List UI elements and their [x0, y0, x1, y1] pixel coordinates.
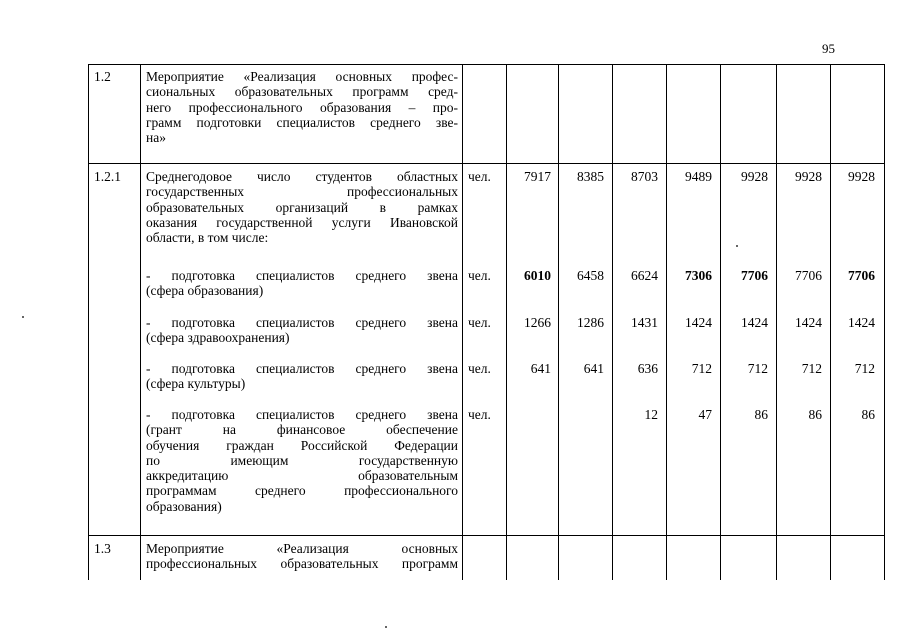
description-line: сиональных образовательных программ сред-	[146, 84, 458, 100]
description-line: области, в том числе:	[146, 230, 269, 246]
value-cell: 1424	[685, 315, 712, 330]
unit-cell: чел.	[468, 169, 491, 184]
description-line: - подготовка специалистов среднего звена	[146, 268, 458, 283]
page-number: 95	[822, 41, 835, 56]
value-cell: 86	[861, 407, 875, 422]
column-divider	[462, 64, 463, 580]
table-border	[88, 64, 89, 580]
unit-cell: чел.	[468, 315, 491, 330]
description-line: по имеющим государственную	[146, 452, 458, 468]
description-line: Мероприятие «Реализация основных профес-	[146, 69, 458, 84]
scan-speck	[385, 626, 387, 628]
value-cell: 712	[854, 361, 875, 376]
value-cell: 1266	[524, 315, 551, 330]
value-cell: 1424	[848, 315, 875, 330]
value-cell: 712	[801, 361, 822, 376]
value-cell: 12	[644, 407, 658, 422]
description-line: образовательных организаций в рамках	[146, 199, 458, 215]
row-description	[146, 315, 458, 346]
description-line: на»	[146, 130, 166, 146]
description-line: (сфера образования)	[146, 283, 264, 299]
scan-speck	[736, 245, 738, 247]
description-line: Среднегодовое число студентов областных	[146, 169, 458, 184]
value-cell: 9928	[848, 169, 875, 184]
description-line: - подготовка специалистов среднего звена	[146, 361, 458, 376]
value-cell: 712	[747, 361, 768, 376]
value-cell: 636	[637, 361, 658, 376]
row-description	[146, 407, 458, 514]
value-cell: 712	[691, 361, 712, 376]
description-line: (сфера культуры)	[146, 376, 246, 392]
description-line: обучения граждан Российской Федерации	[146, 437, 458, 453]
description-line: - подготовка специалистов среднего звена	[146, 315, 458, 330]
table-border	[884, 64, 885, 580]
value-cell: 7706	[848, 268, 875, 283]
value-cell: 9928	[795, 169, 822, 184]
value-cell: 8703	[631, 169, 658, 184]
column-divider	[140, 64, 141, 580]
value-cell: 1286	[577, 315, 604, 330]
row-description	[146, 361, 458, 392]
description-line: аккредитацию образовательным	[146, 468, 458, 484]
description-line: (сфера здравоохранения)	[146, 330, 290, 346]
value-cell: 86	[754, 407, 768, 422]
unit-cell: чел.	[468, 361, 491, 376]
description-line: - подготовка специалистов среднего звена	[146, 407, 458, 422]
value-cell: 47	[698, 407, 712, 422]
description-line: Мероприятие «Реализация основных	[146, 541, 458, 556]
row-description	[146, 169, 458, 245]
description-line: (грант на финансовое обеспечение	[146, 422, 458, 438]
value-cell: 7706	[795, 268, 822, 283]
value-cell: 8385	[577, 169, 604, 184]
value-cell: 86	[808, 407, 822, 422]
row-divider	[88, 163, 885, 164]
value-cell: 6624	[631, 268, 658, 283]
row-code: 1.2.1	[94, 169, 121, 184]
value-cell: 7706	[741, 268, 768, 283]
description-line: программам среднего профессионального	[146, 483, 458, 499]
row-description	[146, 541, 458, 572]
description-line: профессиональных образовательных программ	[146, 556, 458, 572]
row-description	[146, 69, 458, 145]
value-cell: 7306	[685, 268, 712, 283]
value-cell: 9489	[685, 169, 712, 184]
row-divider	[88, 535, 885, 536]
value-cell: 641	[583, 361, 604, 376]
description-line: образования)	[146, 498, 222, 514]
description-line: оказания государственной услуги Ивановской	[146, 214, 458, 230]
value-cell: 6010	[524, 268, 551, 283]
value-cell: 1424	[741, 315, 768, 330]
row-description	[146, 268, 458, 299]
row-code: 1.3	[94, 541, 111, 556]
value-cell: 1424	[795, 315, 822, 330]
row-code: 1.2	[94, 69, 111, 84]
value-cell: 1431	[631, 315, 658, 330]
value-cell: 9928	[741, 169, 768, 184]
description-line: государственных профессиональных	[146, 184, 458, 200]
description-line: грамм подготовки специалистов среднего зве-	[146, 114, 458, 130]
value-cell: 641	[530, 361, 551, 376]
scan-speck	[22, 316, 24, 318]
unit-cell: чел.	[468, 407, 491, 422]
description-line: него профессионального образования – про-	[146, 99, 458, 115]
value-cell: 7917	[524, 169, 551, 184]
unit-cell: чел.	[468, 268, 491, 283]
value-cell: 6458	[577, 268, 604, 283]
table-border	[88, 64, 885, 65]
